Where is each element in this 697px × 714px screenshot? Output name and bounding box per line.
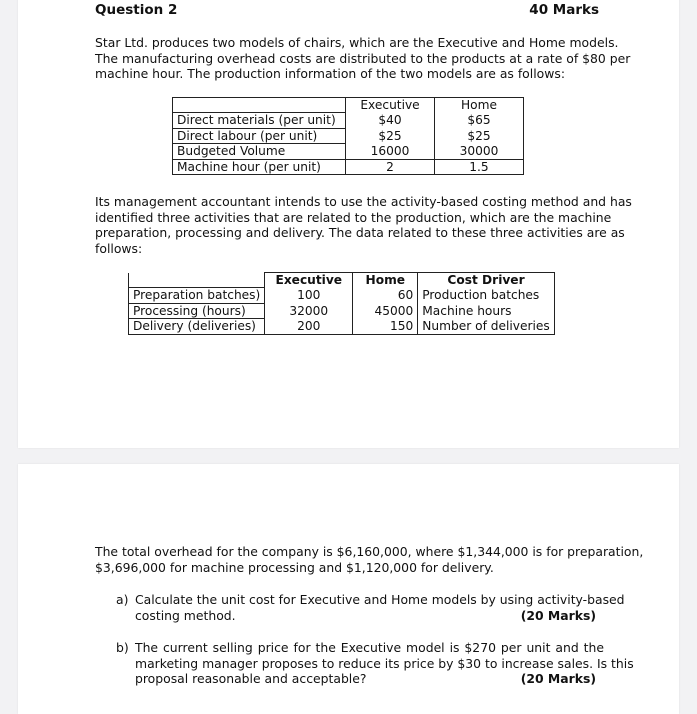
table-cell: 32000 (265, 303, 353, 319)
abc-paragraph (95, 194, 632, 256)
document-page-1 (18, 0, 679, 448)
table-header-row (173, 98, 524, 113)
table-row (173, 113, 524, 129)
intro-line: Star Ltd. produces two models of chairs, which are the Executive and Home models. (95, 35, 619, 50)
table-cell: Number of deliveries (418, 319, 554, 335)
table-header-row (129, 273, 555, 288)
table-header-cell: Cost Driver (418, 273, 554, 288)
intro-line: The manufacturing overhead costs are distributed to the products at a rate of $80 per (95, 50, 631, 66)
abc-line: preparation, processing and delivery. The data related to these three activities are as (95, 225, 625, 241)
overhead-line: The total overhead for the company is $6,160,000, where $1,344,000 is for preparation, (95, 544, 644, 559)
task-marks: (20 Marks) (520, 671, 596, 687)
intro-line: machine hour. The production information of the two models are as follows: (95, 66, 565, 82)
task-line: marketing manager proposes to reduce its price by $30 to increase sales. Is this (135, 655, 634, 671)
overhead-line: $3,696,000 for machine processing and $1,120,000 for delivery. (95, 559, 494, 575)
table-cell: Production batches (418, 288, 554, 304)
table-row (173, 144, 524, 160)
table-header-cell (173, 98, 346, 113)
table-cell: 100 (265, 288, 353, 304)
table-row (129, 288, 555, 304)
table-cell: $25 (435, 128, 524, 144)
table-header-cell: Home (435, 98, 524, 113)
table-row (173, 128, 524, 144)
table-cell: Direct labour (per unit) (173, 128, 346, 144)
table-cell: $65 (435, 113, 524, 129)
overhead-paragraph (95, 544, 644, 575)
question-title: Question 2 (95, 2, 178, 18)
task-line: costing method. (135, 607, 236, 623)
table-cell: 150 (353, 319, 418, 335)
table-cell: 60 (353, 288, 418, 304)
abc-line: identified three activities that are related to the production, which are the machine (95, 209, 612, 225)
task-label: b) (116, 640, 129, 655)
table-cell: 200 (265, 319, 353, 335)
table-cell: 30000 (435, 144, 524, 160)
task-label: a) (116, 592, 129, 607)
table-cell: Processing (hours) (129, 303, 265, 319)
table-cell: Machine hour (per unit) (173, 159, 346, 175)
table-header-cell: Home (353, 273, 418, 288)
table-row (173, 159, 524, 175)
table-header-cell: Executive (265, 273, 353, 288)
table-cell: Delivery (deliveries) (129, 319, 265, 335)
table-cell: Preparation batches) (129, 288, 265, 304)
abc-line: follows: (95, 240, 143, 256)
production-table (172, 97, 524, 175)
table-cell: 16000 (346, 144, 435, 160)
table-header-cell (129, 273, 265, 288)
table-cell: 1.5 (435, 159, 524, 175)
table-cell: Machine hours (418, 303, 554, 319)
table-header-cell: Executive (346, 98, 435, 113)
document-page-2 (18, 464, 679, 714)
table-cell: $40 (346, 113, 435, 129)
task-line: The current selling price for the Executive model is $270 per unit and the (135, 640, 604, 655)
intro-paragraph (95, 35, 631, 82)
table-cell: Budgeted Volume (173, 144, 346, 160)
table-row (129, 319, 555, 335)
table-cell: Direct materials (per unit) (173, 113, 346, 129)
table-cell: 2 (346, 159, 435, 175)
table-cell: 45000 (353, 303, 418, 319)
task-marks: (20 Marks) (520, 607, 596, 623)
activity-table (128, 272, 555, 335)
table-cell: $25 (346, 128, 435, 144)
question-marks: 40 Marks (529, 2, 599, 18)
table-row (129, 303, 555, 319)
task-line: Calculate the unit cost for Executive and Home models by using activity-based (135, 592, 625, 607)
abc-line: Its management accountant intends to use the activity-based costing method and has (95, 194, 632, 209)
task-line: proposal reasonable and acceptable? (135, 671, 367, 687)
